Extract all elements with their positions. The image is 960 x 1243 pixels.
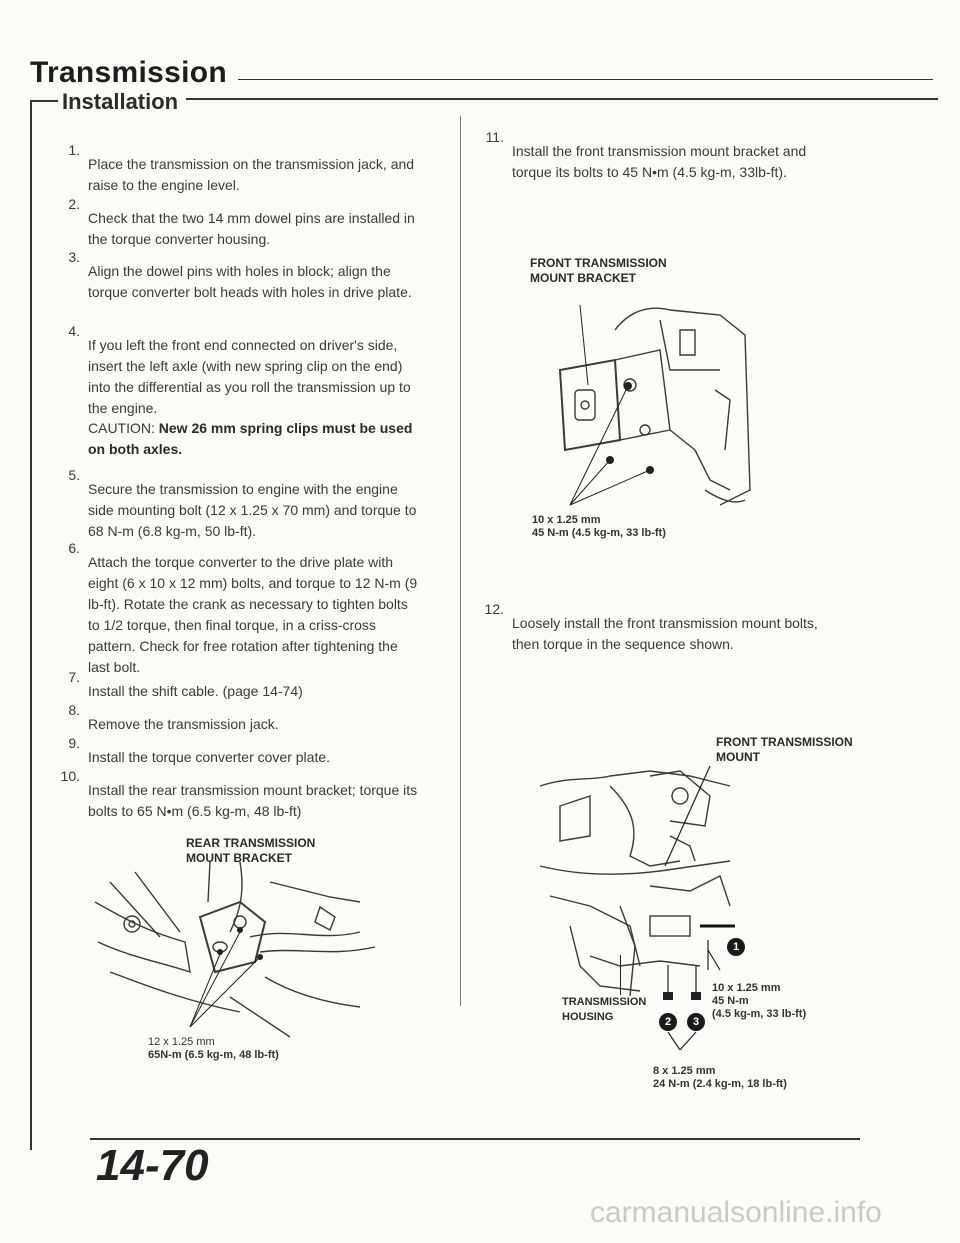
front-bracket-label	[530, 256, 667, 286]
step-text: Install the rear transmission mount bracket; torque its bolts to 65 N•m (6.5 kg-m, 48 lb-ft)	[88, 782, 418, 819]
step-number: 2.	[68, 196, 80, 212]
housing-arrow	[620, 955, 621, 995]
step-text: Attach the torque converter to the drive plate with eight (6 x 10 x 12 mm) bolts, and torque to 12 N-m (9 lb-ft). Rotate the crank as necessary to tighten bolts to 1/2 torque, then final torque, in a criss-cross pattern. Check for free rotation after tightening the last bolt.	[88, 554, 418, 675]
spec-line: 12 x 1.25 mm	[148, 1036, 215, 1048]
step-number: 5.	[68, 467, 80, 483]
step-4	[68, 321, 423, 433]
caution-prefix: CAUTION:	[88, 420, 155, 436]
section-rule	[186, 98, 938, 100]
step-3	[68, 247, 423, 317]
front-bracket-illustration	[520, 290, 760, 520]
step-number: 12.	[484, 601, 504, 617]
caution-text: New 26 mm spring clips must be used on both axles.	[88, 420, 413, 457]
column-divider	[460, 116, 461, 1006]
spec-line: 45 N-m	[712, 995, 749, 1007]
spec-line: 10 x 1.25 mm	[712, 982, 781, 994]
step-number: 9.	[68, 735, 80, 751]
spec-line: (4.5 kg-m, 33 lb-ft)	[712, 1008, 807, 1020]
step-text: Loosely install the front transmission mount bolts, then torque in the sequence shown.	[512, 615, 818, 652]
step-number: 6.	[68, 540, 80, 556]
bolt-b-spec	[653, 1065, 787, 1091]
step-11	[485, 127, 837, 197]
step-text: Check that the two 14 mm dowel pins are installed in the torque converter housing.	[88, 210, 415, 247]
transmission-housing-label	[562, 995, 646, 1025]
spec-line: 45 N-m (4.5 kg-m, 33 lb-ft)	[532, 527, 666, 539]
sequence-marker-1: 1	[727, 938, 745, 956]
step-number: 1.	[68, 142, 80, 158]
step-text: Remove the transmission jack.	[88, 716, 279, 732]
watermark: carmanualsonline.info	[590, 1196, 882, 1229]
step-number: 3.	[68, 249, 80, 265]
caution-note	[88, 418, 423, 460]
label-line: MOUNT BRACKET	[186, 851, 292, 865]
step-text: Place the transmission on the transmission jack, and raise to the engine level.	[88, 156, 415, 193]
sequence-marker-2: 2	[659, 1013, 677, 1031]
step-number: 11.	[485, 129, 504, 145]
step-number: 10.	[60, 768, 80, 784]
step-text: Install the shift cable. (page 14-74)	[88, 683, 303, 699]
spec-line: 8 x 1.25 mm	[653, 1065, 716, 1077]
spec-line: 65N-m (6.5 kg-m, 48 lb-ft)	[148, 1049, 279, 1061]
step-text: If you left the front end connected on driver's side, insert the left axle (with new spring clip on the end) into the differential as you roll the transmission up to the engine.	[88, 337, 411, 416]
step-text: Install the torque converter cover plate.	[88, 749, 331, 765]
step-text: Install the front transmission mount bracket and torque its bolts to 45 N•m (4.5 kg-m, 33lb-ft).	[512, 143, 807, 180]
title-rule	[238, 79, 933, 80]
footer-rule	[90, 1138, 860, 1140]
front-bracket-spec	[532, 514, 666, 540]
rear-bracket-spec	[148, 1036, 279, 1062]
rear-bracket-illustration	[90, 862, 380, 1042]
page-number: 14-70	[96, 1141, 209, 1190]
section-title: Installation	[62, 89, 179, 114]
spec-line: 24 N-m (2.4 kg-m, 18 lb-ft)	[653, 1078, 787, 1090]
sequence-marker-3: 3	[687, 1013, 705, 1031]
step-text: Secure the transmission to engine with the engine side mounting bolt (12 x 1.25 x 70 mm) and torque to 68 N-m (6.8 kg-m, 50 lb-ft).	[88, 481, 417, 539]
label-line: REAR TRANSMISSION	[186, 836, 316, 850]
bolt-a-spec	[712, 982, 806, 1021]
step-10	[60, 766, 433, 836]
front-mount-label	[716, 735, 853, 765]
step-12	[484, 599, 847, 669]
step-number: 7.	[68, 669, 80, 685]
step-number: 8.	[68, 702, 80, 718]
section-bracket-left	[30, 100, 58, 102]
spec-line: 10 x 1.25 mm	[532, 514, 601, 526]
label-line: TRANSMISSION	[562, 996, 647, 1008]
label-line: MOUNT	[716, 750, 760, 764]
label-line: HOUSING	[562, 1011, 614, 1023]
page-title: Transmission	[30, 56, 228, 89]
step-text: Align the dowel pins with holes in block; align the torque converter bolt heads with holes in drive plate.	[88, 263, 412, 300]
section-bracket-vertical	[30, 100, 32, 1150]
label-line: MOUNT BRACKET	[530, 271, 636, 285]
step-number: 4.	[68, 323, 80, 339]
label-line: FRONT TRANSMISSION	[716, 735, 853, 749]
label-line: FRONT TRANSMISSION	[530, 256, 667, 270]
